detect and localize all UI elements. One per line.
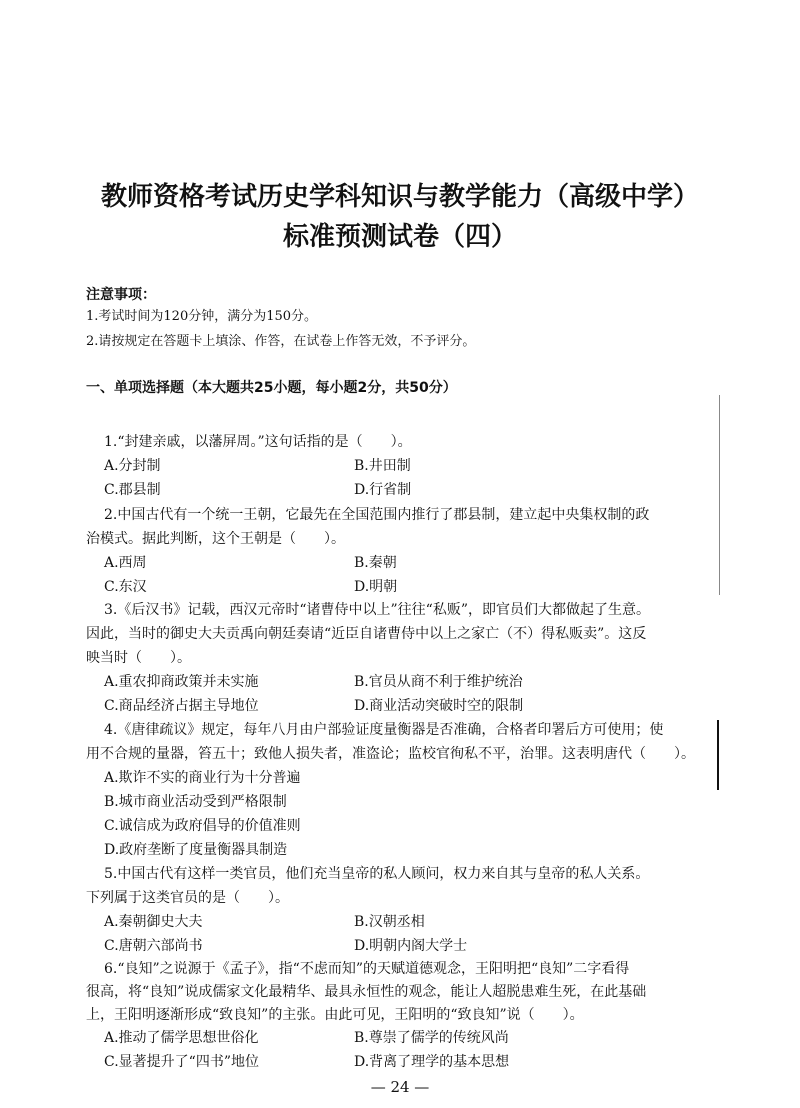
option: C.东汉 xyxy=(104,579,147,595)
option: A.重农抑商政策并未实施 xyxy=(104,674,259,690)
option: A.分封制 xyxy=(104,458,161,474)
question-stem: 6.“良知”之说源于《孟子》，指“不虑而知”的天赋道德观念，王阳明把“良知”二字看得 xyxy=(104,961,630,977)
exam-title-line1: 教师资格考试历史学科知识与教学能力（高级中学） xyxy=(100,182,699,212)
option: D.商业活动突破时空的限制 xyxy=(354,698,524,714)
question-stem: 1.“封建亲戚，以藩屏周。”这句话指的是（ ）。 xyxy=(104,434,412,450)
scan-artifact-line xyxy=(719,395,720,595)
option: C.诚信成为政府倡导的价值准则 xyxy=(104,818,301,834)
option: D.明朝 xyxy=(354,579,398,595)
option: D.行省制 xyxy=(354,482,412,498)
question-stem: 3.《后汉书》记载，西汉元帝时“诸曹侍中以上”往往“私贩”，即官员们大都做起了生意。 xyxy=(104,602,650,618)
option: D.明朝内阁大学士 xyxy=(354,938,468,954)
option: B.尊崇了儒学的传统风尚 xyxy=(354,1030,509,1046)
page-number: — 24 — xyxy=(370,1078,430,1096)
question-stem: 因此，当时的御史大夫贡禹向朝廷奏请“近臣自诸曹侍中以上之家亡（不）得私贩卖”。这反 xyxy=(86,626,647,642)
question-stem: 用不合规的量器，笞五十；致他人损失者，准盗论；监校官徇私不平，治罪。这表明唐代（ ）。 xyxy=(86,746,695,762)
question-stem: 4.《唐律疏议》规定，每年八月由户部验证度量衡器是否准确，合格者印署后方可使用；使 xyxy=(104,722,664,738)
question-stem: 上，王阳明逐渐形成“致良知”的主张。由此可见，王阳明的“致良知”说（ ）。 xyxy=(86,1007,584,1023)
question-stem: 下列属于这类官员的是（ ）。 xyxy=(86,890,289,906)
notice-item: 2.请按规定在答题卡上填涂、作答，在试卷上作答无效，不予评分。 xyxy=(86,334,476,349)
question-stem: 映当时（ ）。 xyxy=(86,650,191,666)
option: D.背离了理学的基本思想 xyxy=(354,1054,510,1070)
option: B.井田制 xyxy=(354,458,411,474)
option: B.城市商业活动受到严格限制 xyxy=(104,794,287,810)
option: A.西周 xyxy=(104,555,147,571)
notice-heading: 注意事项： xyxy=(86,287,156,303)
option: C.商品经济占据主导地位 xyxy=(104,698,259,714)
option: A.欺诈不实的商业行为十分普遍 xyxy=(104,770,301,786)
question-stem: 很高，将“良知”说成儒家文化最精华、最具永恒性的观念，能让人超脱患难生死，在此基础 xyxy=(86,984,647,1000)
option: B.秦朝 xyxy=(354,555,397,571)
option: A.推动了儒学思想世俗化 xyxy=(104,1030,259,1046)
option: A.秦朝御史大夫 xyxy=(104,914,203,930)
question-stem: 治模式。据此判断，这个王朝是（ ）。 xyxy=(86,531,345,547)
option: C.唐朝六部尚书 xyxy=(104,938,203,954)
option: D.政府垄断了度量衡器具制造 xyxy=(104,842,288,858)
exam-title-line2: 标准预测试卷（四） xyxy=(282,222,517,252)
question-stem: 2.中国古代有一个统一王朝，它最先在全国范围内推行了郡县制，建立起中央集权制的政 xyxy=(104,507,650,523)
scan-artifact-line xyxy=(717,720,719,790)
option: C.显著提升了“四书”地位 xyxy=(104,1054,259,1070)
option: B.官员从商不利于维护统治 xyxy=(354,674,523,690)
notice-item: 1.考试时间为120分钟，满分为150分。 xyxy=(86,309,318,324)
section-heading: 一、单项选择题（本大题共25小题，每小题2分，共50分） xyxy=(86,380,457,396)
option: B.汉朝丞相 xyxy=(354,914,425,930)
question-stem: 5.中国古代有这样一类官员，他们充当皇帝的私人顾问，权力来自其与皇帝的私人关系。 xyxy=(104,866,650,882)
option: C.郡县制 xyxy=(104,482,161,498)
